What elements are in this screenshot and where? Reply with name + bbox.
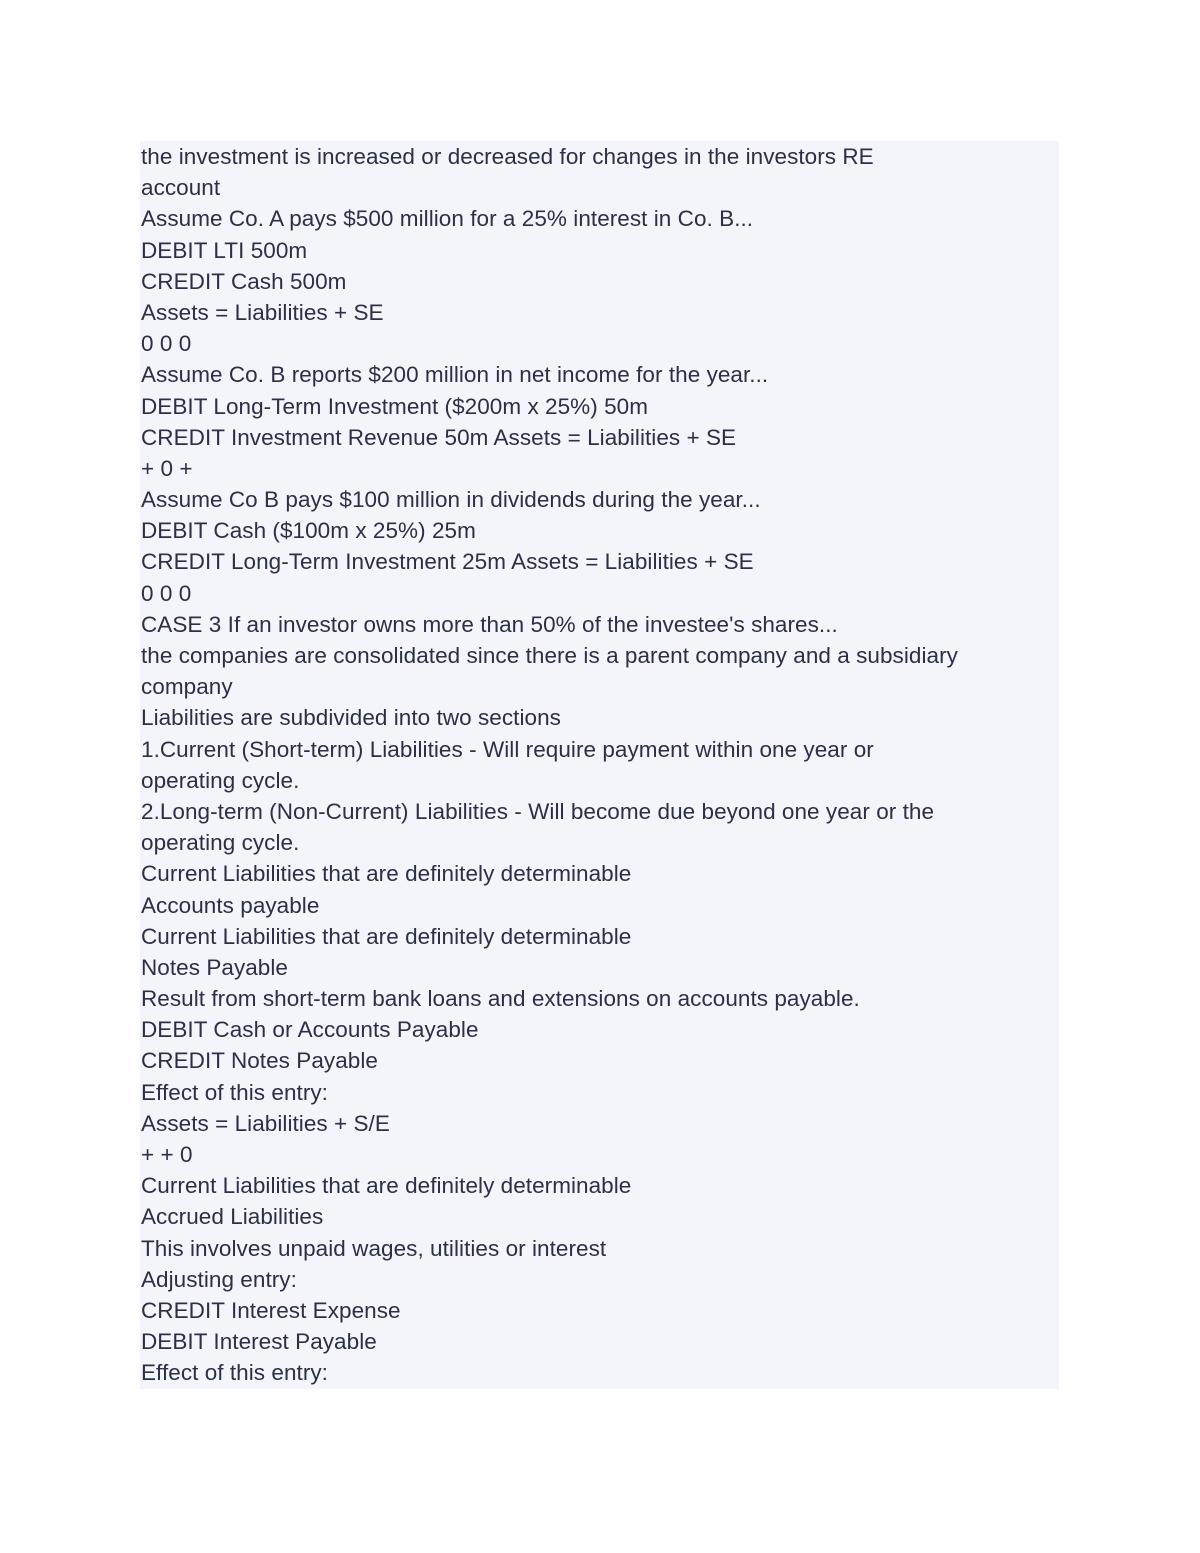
text-line: Accrued Liabilities	[141, 1204, 324, 1230]
text-line: the investment is increased or decreased for changes in the investors RE	[141, 144, 874, 169]
text-line: Assume Co. B reports $200 million in net income for the year...	[141, 362, 769, 388]
text-line: DEBIT Interest Payable	[141, 1329, 377, 1355]
text-line: CASE 3 If an investor owns more than 50% of the investee's shares...	[141, 611, 838, 637]
text-line: Accounts payable	[141, 892, 320, 918]
text-line: 0 0 0	[141, 331, 192, 357]
text-line: Effect of this entry:	[141, 1079, 328, 1105]
text-line: DEBIT Cash or Accounts Payable	[141, 1017, 479, 1043]
text-line: Effect of this entry:	[141, 1360, 328, 1386]
text-line: CREDIT Long-Term Investment 25m Assets = Liabilities + SE	[141, 549, 754, 575]
text-line: the companies are consolidated since there is a parent company and a subsidiary	[141, 643, 958, 668]
text-line: Assume Co B pays $100 million in dividends during the year...	[141, 487, 761, 513]
text-line: CREDIT Interest Expense	[141, 1297, 401, 1323]
text-line: + + 0	[141, 1142, 193, 1167]
text-line: Adjusting entry:	[141, 1266, 297, 1292]
text-line: Current Liabilities that are definitely determinable	[141, 923, 632, 949]
text-line: operating cycle.	[141, 830, 300, 856]
text-line: Current Liabilities that are definitely determinable	[141, 1173, 632, 1199]
text-line: company	[141, 674, 233, 700]
text-line: Notes Payable	[141, 954, 288, 980]
text-line: account	[141, 175, 221, 201]
text-line: Result from short-term bank loans and extensions on accounts payable.	[141, 986, 860, 1012]
text-line: Current Liabilities that are definitely determinable	[141, 861, 632, 887]
text-line: CREDIT Notes Payable	[141, 1048, 378, 1074]
text-line: + 0 +	[141, 455, 193, 481]
text-line: DEBIT LTI 500m	[141, 237, 308, 263]
text-line: 0 0 0	[141, 580, 192, 606]
text-line: DEBIT Long-Term Investment ($200m x 25%) 50m	[141, 393, 648, 419]
text-line: DEBIT Cash ($100m x 25%) 25m	[141, 518, 476, 544]
text-line: Assets = Liabilities + S/E	[141, 1110, 390, 1136]
text-line: 1.Current (Short-term) Liabilities - Will require payment within one year or	[141, 736, 874, 762]
text-line: Liabilities are subdivided into two sections	[141, 705, 561, 731]
text-line: operating cycle.	[141, 767, 300, 793]
text-line: This involves unpaid wages, utilities or interest	[141, 1235, 607, 1261]
text-line: CREDIT Cash 500m	[141, 268, 347, 294]
text-line: Assume Co. A pays $500 million for a 25% interest in Co. B...	[141, 206, 754, 232]
text-line: CREDIT Investment Revenue 50m Assets = Liabilities + SE	[141, 424, 737, 450]
document-text-block	[140, 141, 1059, 1389]
text-line: 2.Long-term (Non-Current) Liabilities - Will become due beyond one year or the	[141, 798, 935, 824]
text-line: Assets = Liabilities + SE	[141, 299, 384, 325]
